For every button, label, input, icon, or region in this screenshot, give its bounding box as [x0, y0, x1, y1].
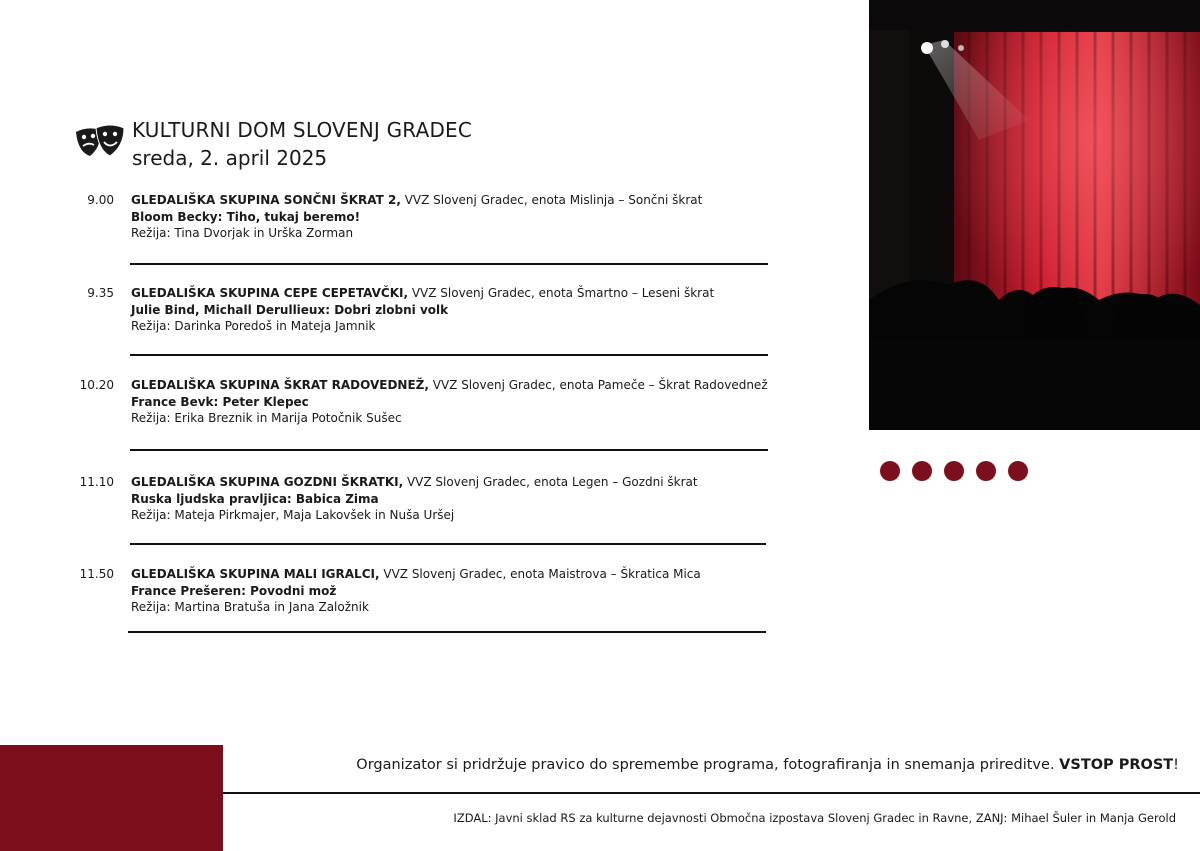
- stage-curtain-illustration: [869, 0, 1200, 430]
- notice-end: !: [1173, 757, 1179, 773]
- event-entry: [131, 377, 768, 427]
- event-time: 10.20: [79, 378, 114, 392]
- divider: [130, 263, 768, 265]
- play-title: France Prešeren: Povodni mož: [131, 583, 337, 598]
- event-time: 9.35: [87, 286, 114, 300]
- group-name: GLEDALIŠKA SKUPINA MALI IGRALCI,: [131, 567, 380, 581]
- event-time: 11.50: [79, 567, 114, 581]
- organizer-notice: [356, 757, 1179, 773]
- event-time: 11.10: [79, 475, 114, 489]
- group-details: VVZ Slovenj Gradec, enota Pameče – Škrat Radovednež: [428, 378, 768, 392]
- group-name: GLEDALIŠKA SKUPINA ŠKRAT RADOVEDNEŽ,: [131, 378, 429, 392]
- event-entry: [131, 285, 714, 335]
- theater-masks-icon: [74, 122, 126, 162]
- dot-icon: [880, 461, 900, 481]
- event-time: 9.00: [87, 193, 114, 207]
- publisher-credits: IZDAL: Javni sklad RS za kulturne dejavnosti Območna izpostava Slovenj Gradec in Ravne, ZANJ: Mihael Šuler in Manja Gerold: [453, 811, 1176, 825]
- play-title: France Bevk: Peter Klepec: [131, 394, 309, 409]
- group-details: VVZ Slovenj Gradec, enota Šmartno – Leseni škrat: [408, 286, 715, 300]
- divider: [130, 354, 768, 356]
- directors: Režija: Mateja Pirkmajer, Maja Lakovšek in Nuša Uršej: [131, 508, 455, 522]
- group-details: VVZ Slovenj Gradec, enota Legen – Gozdni škrat: [403, 475, 698, 489]
- venue-title: KULTURNI DOM SLOVENJ GRADEC: [132, 118, 473, 142]
- free-entry: VSTOP PROST: [1059, 757, 1174, 773]
- directors: Režija: Erika Breznik in Marija Potočnik Sušec: [131, 411, 402, 425]
- dot-icon: [944, 461, 964, 481]
- event-entry: [131, 566, 701, 616]
- play-title: Julie Bind, Michall Derullieux: Dobri zlobni volk: [131, 302, 449, 317]
- decorative-dots: [880, 461, 1028, 481]
- event-entry: [131, 474, 698, 524]
- play-title: Ruska ljudska pravljica: Babica Zima: [131, 491, 379, 506]
- group-name: GLEDALIŠKA SKUPINA SONČNI ŠKRAT 2,: [131, 193, 401, 207]
- notice-text: Organizator si pridržuje pravico do spremembe programa, fotografiranja in snemanja prireditve.: [356, 757, 1060, 773]
- footer-accent-block: [0, 745, 223, 851]
- play-title: Bloom Becky: Tiho, tukaj beremo!: [131, 209, 361, 224]
- divider: [130, 449, 768, 451]
- event-entry: [131, 192, 702, 242]
- dot-icon: [1008, 461, 1028, 481]
- group-name: GLEDALIŠKA SKUPINA GOZDNI ŠKRATKI,: [131, 475, 404, 489]
- group-details: VVZ Slovenj Gradec, enota Maistrova – Škratica Mica: [379, 567, 701, 581]
- divider: [130, 543, 766, 545]
- group-details: VVZ Slovenj Gradec, enota Mislinja – Sončni škrat: [400, 193, 703, 207]
- dot-icon: [912, 461, 932, 481]
- group-name: GLEDALIŠKA SKUPINA CEPE CEPETAVČKI,: [131, 286, 409, 300]
- dot-icon: [976, 461, 996, 481]
- theater-stage-photo: [869, 0, 1200, 430]
- event-date: sreda, 2. april 2025: [132, 146, 328, 170]
- directors: Režija: Tina Dvorjak in Urška Zorman: [131, 226, 354, 240]
- footer-divider: [223, 792, 1200, 794]
- directors: Režija: Martina Bratuša in Jana Založnik: [131, 600, 369, 614]
- divider: [128, 631, 766, 633]
- directors: Režija: Darinka Poredoš in Mateja Jamnik: [131, 319, 376, 333]
